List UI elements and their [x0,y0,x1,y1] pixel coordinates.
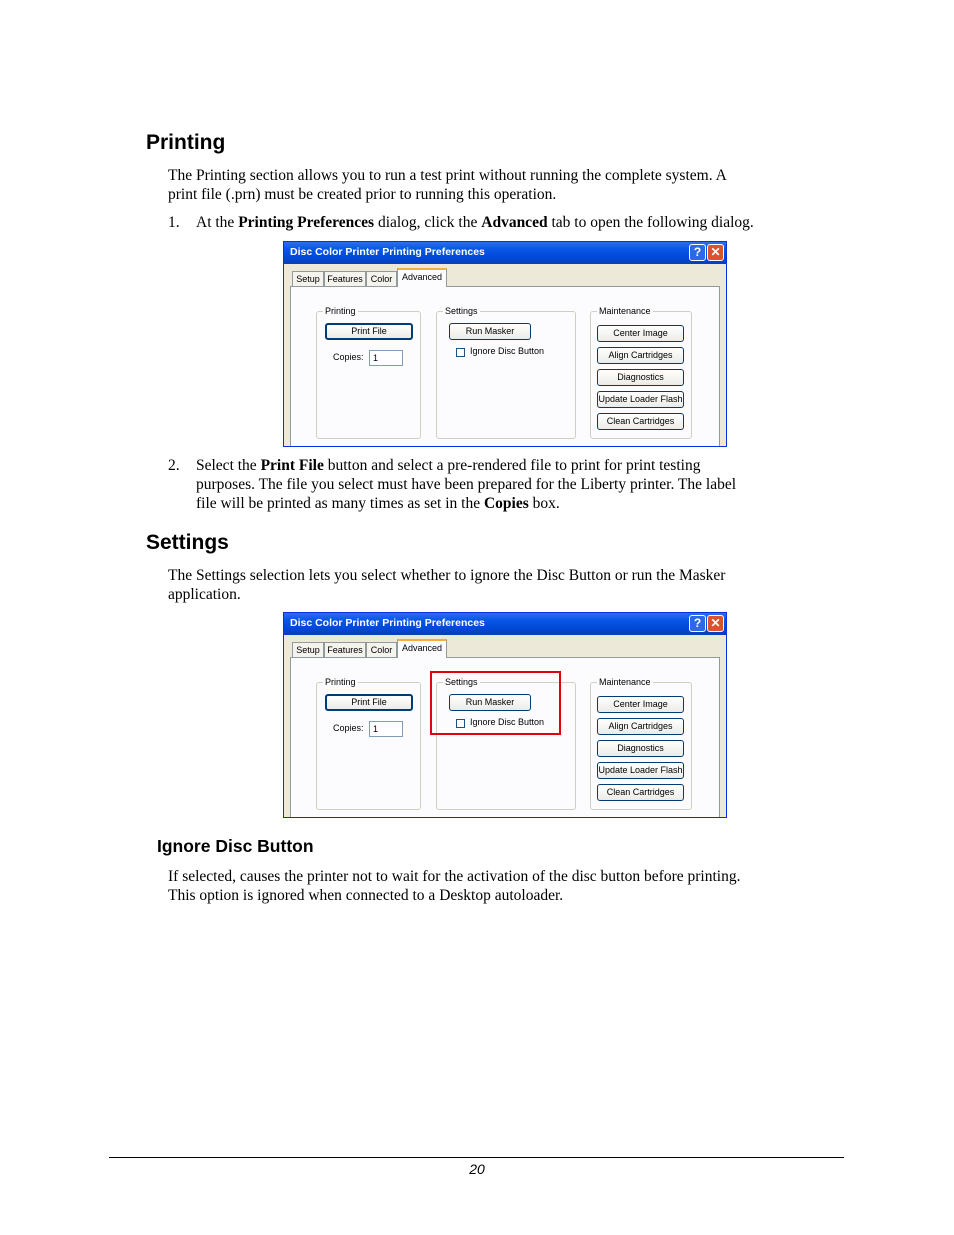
ignore-disc-heading: Ignore Disc Button [157,836,314,856]
settings-group-label: Settings [445,306,478,316]
maintenance-group-label: Maintenance [599,306,651,316]
maintenance-group [590,677,692,810]
printing-intro-line1: The Printing section allows you to run a test print without running the complete system. A [168,167,727,184]
help-icon[interactable]: ? [689,244,706,261]
copies-input[interactable]: 1 [369,721,403,737]
step-1 [168,213,828,233]
step-2-text: Select the Print File button and select a pre-rendered file to print for print testing purposes. The file you select must have been prepared for the Liberty printer. The label file will be printed as many times as set in the Copies box. [196,457,737,512]
settings-group [436,306,576,439]
settings-highlight-box [430,671,561,735]
printing-group-label: Printing [325,677,356,687]
printing-preferences-dialog-1 [283,241,727,447]
tab-advanced[interactable]: Advanced [397,268,447,287]
ignore-disc-line1: If selected, causes the printer not to wait for the activation of the disc button before printing. [168,868,741,885]
step-2 [168,456,828,516]
center-image-button[interactable]: Center Image [597,696,684,713]
copies-label: Copies: [333,352,364,362]
settings-intro [168,566,838,604]
page-number: 20 [469,1161,485,1177]
ignore-disc-line2: This option is ignored when connected to a Desktop autoloader. [168,887,564,904]
maintenance-group [590,306,692,439]
print-file-button[interactable]: Print File [325,694,413,711]
tab-color[interactable]: Color [366,271,397,286]
print-file-button[interactable]: Print File [325,323,413,340]
update-loader-flash-button[interactable]: Update Loader Flash [597,762,684,779]
center-image-button[interactable]: Center Image [597,325,684,342]
update-loader-flash-button[interactable]: Update Loader Flash [597,391,684,408]
clean-cartridges-button[interactable]: Clean Cartridges [597,413,684,430]
ignore-disc-text [168,867,838,905]
align-cartridges-button[interactable]: Align Cartridges [597,347,684,364]
tab-features[interactable]: Features [324,642,366,657]
dialog-title: Disc Color Printer Printing Preferences [290,617,485,629]
settings-group-label: Settings [445,677,478,687]
dialog-title: Disc Color Printer Printing Preferences [290,246,485,258]
run-masker-button[interactable]: Run Masker [449,694,531,711]
printing-group [316,306,421,439]
clean-cartridges-button[interactable]: Clean Cartridges [597,784,684,801]
step-1-number: 1. [168,214,180,231]
diagnostics-button[interactable]: Diagnostics [597,369,684,386]
copies-input[interactable]: 1 [369,350,403,366]
settings-heading: Settings [146,531,229,554]
title-bar [284,613,726,635]
step-2-number: 2. [168,457,180,474]
printing-group [316,677,421,810]
printing-preferences-dialog-2 [283,612,727,818]
printing-preferences-term: Printing Preferences [238,214,375,231]
tab-features[interactable]: Features [324,271,366,286]
maintenance-group-label: Maintenance [599,677,651,687]
printing-heading: Printing [146,131,226,154]
copies-term: Copies [483,495,529,512]
step-1-text: At the Printing Preferences dialog, click the Advanced tab to open the following dialog. [196,214,754,231]
advanced-term: Advanced [481,214,548,231]
help-icon[interactable]: ? [689,615,706,632]
tab-setup[interactable]: Setup [292,642,324,657]
settings-intro-line2: application. [168,586,241,603]
title-bar [284,242,726,264]
align-cartridges-button[interactable]: Align Cartridges [597,718,684,735]
run-masker-button[interactable]: Run Masker [449,323,531,340]
ignore-disc-label: Ignore Disc Button [470,346,545,356]
diagnostics-button[interactable]: Diagnostics [597,740,684,757]
settings-intro-line1: The Settings selection lets you select whether to ignore the Disc Button or run the Masker [168,567,726,584]
ignore-disc-checkbox[interactable] [456,348,465,357]
printing-intro-line2: print file (.prn) must be created prior to running this operation. [168,186,557,203]
tab-advanced[interactable]: Advanced [397,639,447,658]
printing-intro [168,166,838,204]
printing-group-label: Printing [325,306,356,316]
print-file-term: Print File [260,457,324,474]
copies-label: Copies: [333,723,364,733]
close-icon[interactable]: ✕ [707,615,724,632]
tab-color[interactable]: Color [366,642,397,657]
tab-setup[interactable]: Setup [292,271,324,286]
close-icon[interactable]: ✕ [707,244,724,261]
ignore-disc-label: Ignore Disc Button [470,717,545,727]
advanced-panel [290,286,720,447]
footer-rule [109,1157,844,1158]
